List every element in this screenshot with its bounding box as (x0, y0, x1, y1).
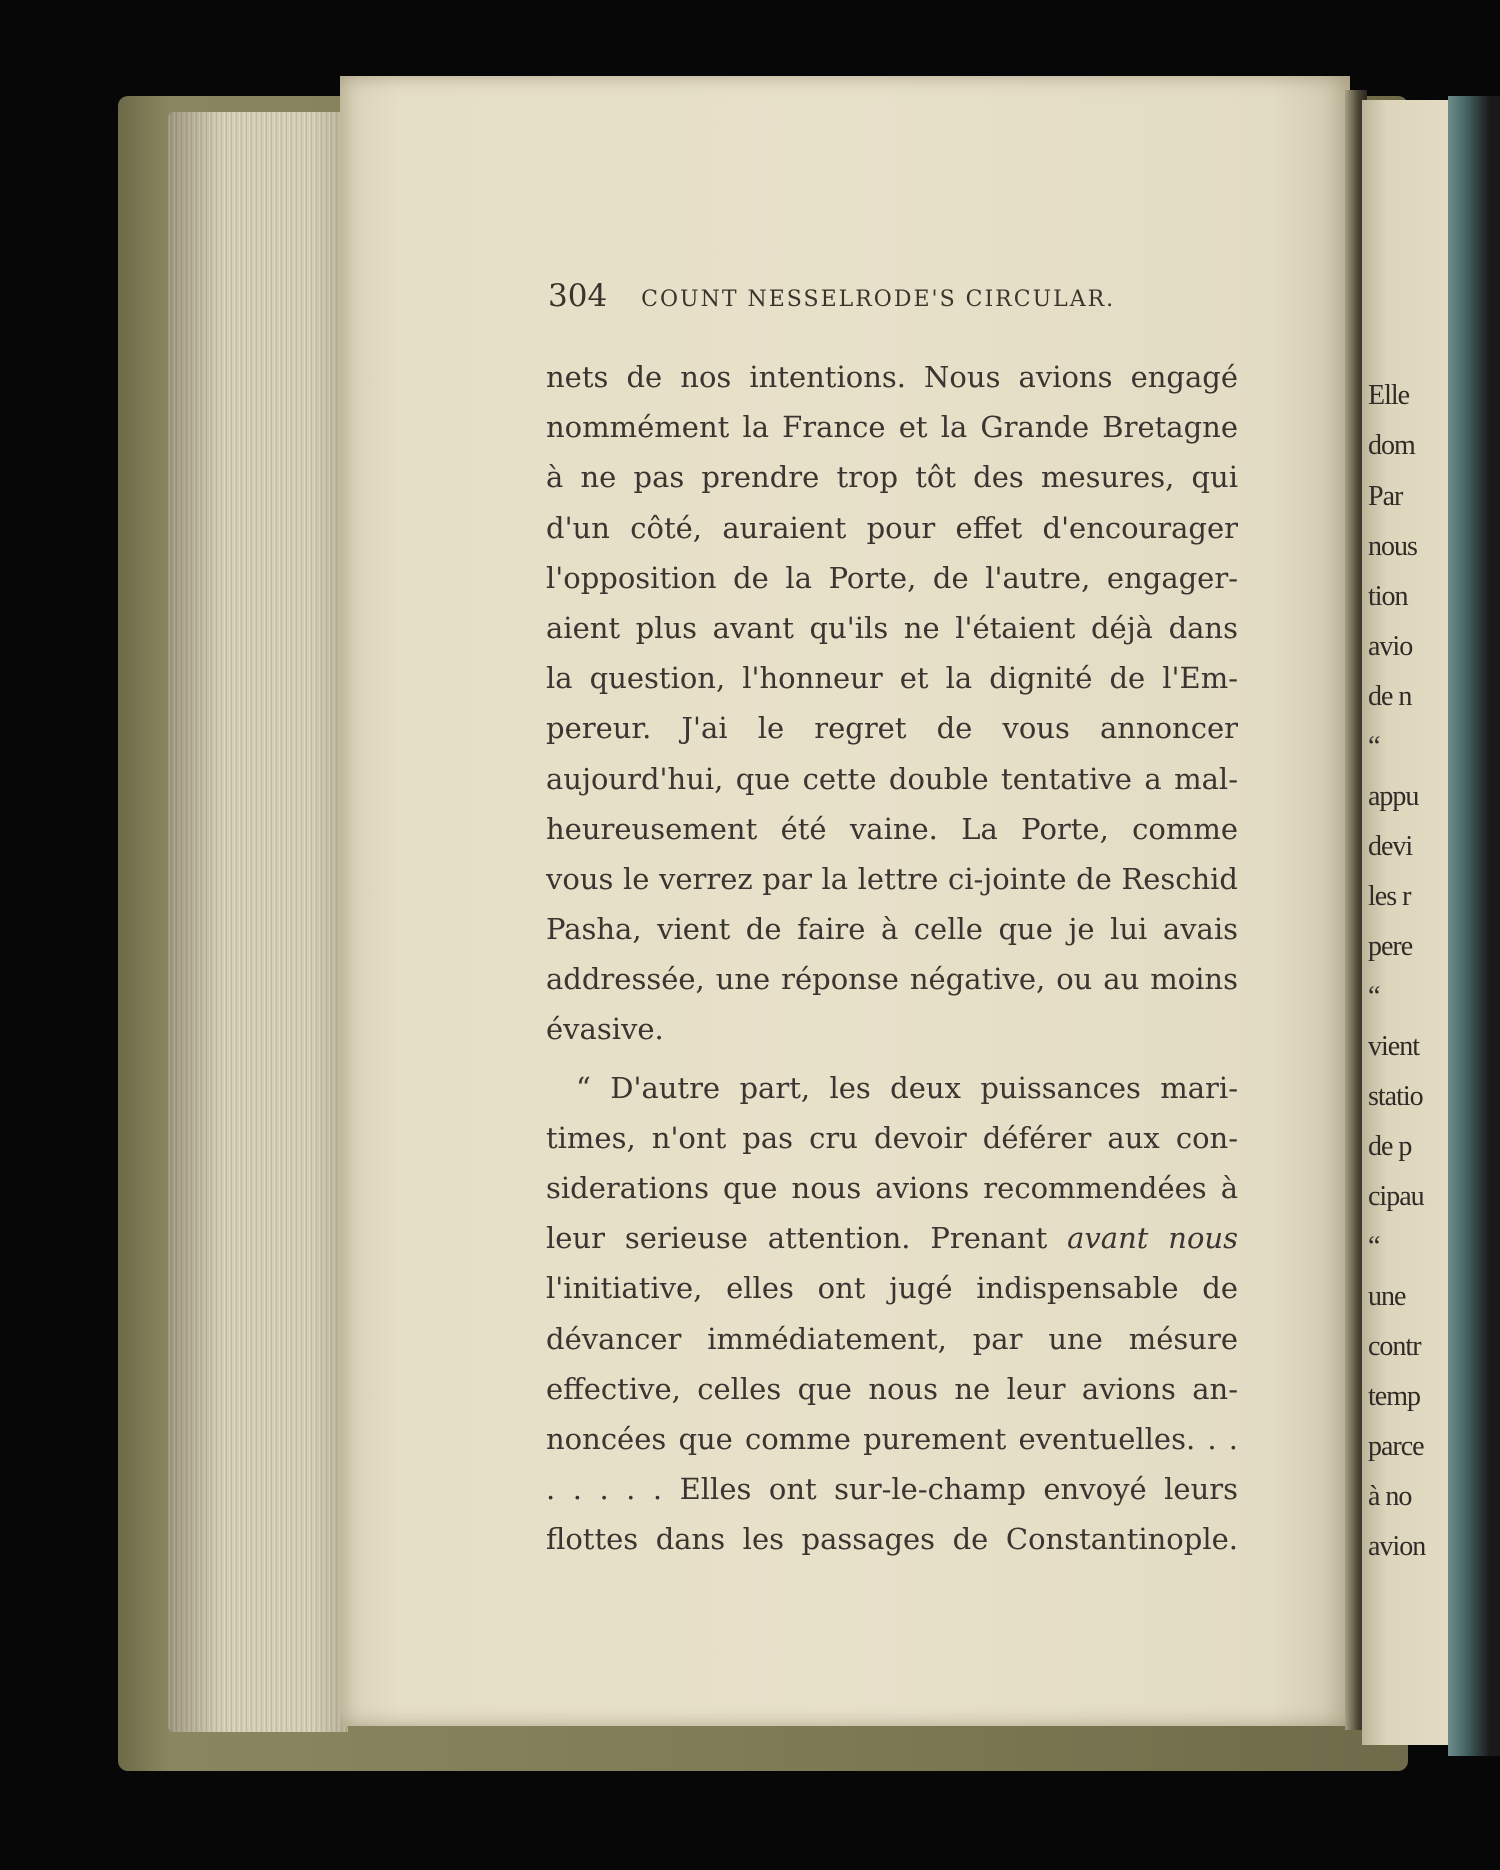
right-fragment: à no (1368, 1481, 1412, 1512)
text-line: nets de nos intentions. Nous avions engagé (546, 360, 1238, 394)
text-line: flottes dans les passages de Constantinople. (546, 1522, 1238, 1557)
text-line: pereur. J'ai le regret de vous annoncer (546, 711, 1238, 746)
text-line: à ne pas prendre trop tôt des mesures, qui (546, 460, 1238, 495)
text-line: aient plus avant qu'ils ne l'étaient déjà dans (546, 610, 1238, 645)
right-fragment: cipau (1368, 1181, 1424, 1212)
right-fragment: contr (1368, 1331, 1421, 1362)
text-line: “ D'autre part, les deux puissances mari- (576, 1070, 1238, 1105)
right-page (1362, 100, 1462, 1745)
text-span: leur serieuse attention. Prenant (546, 1221, 1068, 1256)
right-fragment: les r (1368, 881, 1411, 912)
text-line: nommément la France et la Grande Bretagne (546, 410, 1238, 445)
right-fragment: dom (1368, 430, 1415, 461)
right-fragment: statio (1368, 1081, 1423, 1112)
body-text (546, 352, 1238, 1565)
text-line: la question, l'honneur et la dignité de l'Em- (546, 661, 1238, 696)
text-line: aujourd'hui, que cette double tentative a mal- (546, 761, 1238, 796)
right-fragment: temp (1368, 1381, 1420, 1412)
text-line-with-italic (546, 1213, 1238, 1263)
right-fragment: pere (1368, 931, 1413, 962)
right-fragment: avion (1368, 1531, 1426, 1562)
text-line: Pasha, vient de faire à celle que je lui avais (546, 912, 1238, 947)
right-page-edge (1448, 96, 1500, 1756)
text-line: l'opposition de la Porte, de l'autre, engager- (546, 560, 1238, 595)
text-line: d'un côté, auraient pour effet d'encourager (546, 510, 1238, 545)
right-fragment: appu (1368, 781, 1419, 812)
right-fragment: “ (1368, 731, 1380, 762)
right-fragment: tion (1368, 581, 1408, 612)
right-fragment: vient (1368, 1031, 1419, 1062)
text-line: vous le verrez par la lettre ci-jointe de Reschid (546, 861, 1238, 896)
right-fragment: nous (1368, 531, 1417, 562)
text-line: noncées que comme purement eventuelles. . . (546, 1421, 1238, 1456)
text-line: dévancer immédiatement, par une mésure (546, 1321, 1238, 1356)
text-line: . . . . . Elles ont sur-le-champ envoyé leurs (546, 1472, 1238, 1507)
running-head (548, 278, 1168, 314)
page-edges-shade (168, 112, 348, 1732)
text-line: addressée, une réponse négative, ou au moins (546, 962, 1238, 997)
right-fragment: “ (1368, 1231, 1380, 1262)
text-line: times, n'ont pas cru devoir déférer aux con- (546, 1120, 1238, 1155)
right-fragment: Par (1368, 481, 1403, 512)
right-fragment: de n (1368, 681, 1412, 712)
text-line: siderations que nous avions recommendées à (546, 1171, 1238, 1205)
text-line: effective, celles que nous ne leur avions an- (546, 1371, 1238, 1406)
text-line: heureusement été vaine. La Porte, comme (546, 811, 1238, 846)
running-head-title: COUNT NESSELRODE'S CIRCULAR. (641, 287, 1116, 312)
right-fragment: une (1368, 1281, 1406, 1312)
text-line: évasive. (546, 1012, 664, 1047)
right-fragment: parce (1368, 1431, 1424, 1462)
right-fragment: de p (1368, 1131, 1412, 1162)
right-fragment: devi (1368, 831, 1413, 862)
right-fragment: “ (1368, 981, 1380, 1012)
right-fragment: Elle (1368, 380, 1410, 411)
right-fragment: avio (1368, 631, 1413, 662)
text-line: l'initiative, elles ont jugé indispensable de (546, 1271, 1238, 1306)
italic-text: avant nous (1067, 1221, 1238, 1256)
page-number: 304 (548, 278, 608, 314)
